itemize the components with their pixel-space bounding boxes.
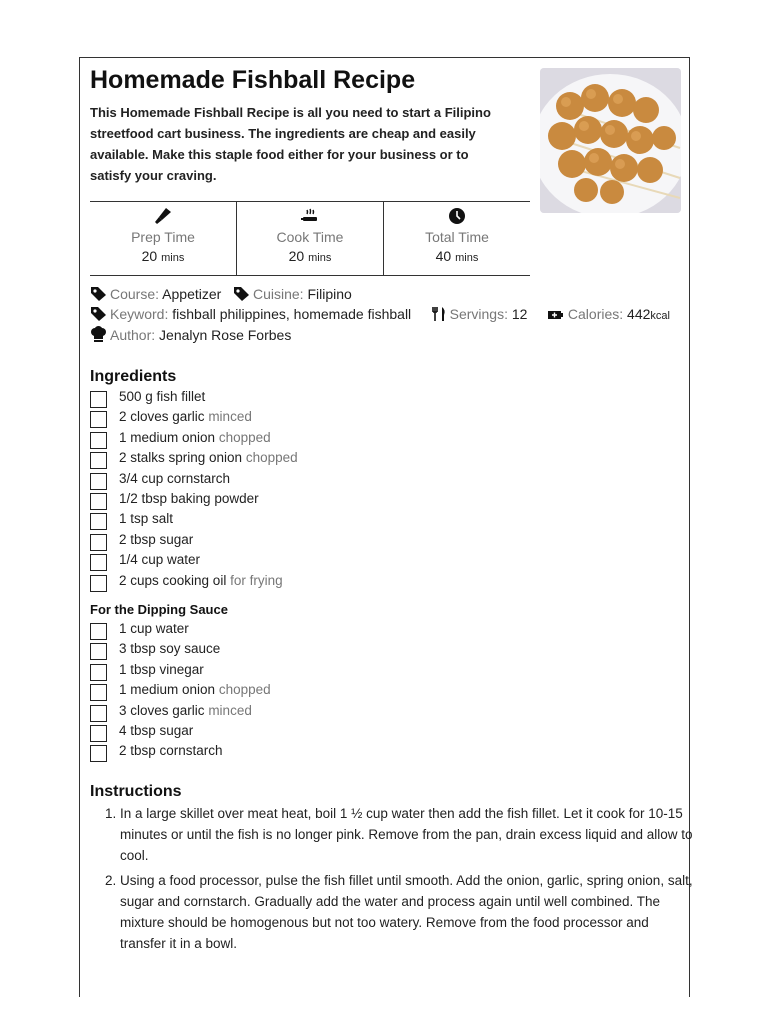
ingredient-name: 500 g fish fillet bbox=[119, 389, 206, 404]
cook-time-value: 20 mins bbox=[288, 248, 332, 264]
ingredient-name: 1 tsp salt bbox=[119, 511, 174, 527]
ingredient-text bbox=[119, 571, 283, 591]
ingredient-text bbox=[119, 619, 189, 639]
ingredient-name: 2 tbsp cornstarch bbox=[119, 743, 223, 759]
total-time-value: 40 mins bbox=[435, 248, 479, 264]
meta-row-course bbox=[90, 284, 352, 304]
meta-row-keyword bbox=[90, 304, 670, 326]
total-time bbox=[383, 202, 530, 275]
ingredient-text bbox=[119, 469, 230, 489]
ingredient-text bbox=[119, 407, 252, 427]
course-value: Appetizer bbox=[162, 286, 222, 302]
ingredient-name: 1 medium onion bbox=[119, 682, 216, 698]
ingredient-name: 3 tbsp soy sauce bbox=[119, 641, 221, 657]
clock-icon bbox=[448, 207, 466, 225]
tag-icon bbox=[90, 306, 107, 322]
chef-hat-icon bbox=[90, 326, 107, 343]
instructions-list bbox=[90, 803, 695, 958]
tag-icon bbox=[233, 286, 250, 302]
ingredient-name: 2 stalks spring onion bbox=[119, 450, 243, 466]
ingredient-text bbox=[119, 660, 204, 680]
servings-value: 12 bbox=[511, 306, 528, 322]
prep-time-label: Prep Time bbox=[131, 229, 195, 245]
keyword-value: fishball philippines, homemade fishball bbox=[172, 306, 412, 322]
dipping-sauce-heading: For the Dipping Sauce bbox=[90, 602, 228, 617]
keyword-label: Keyword: bbox=[110, 306, 169, 322]
ingredient-checkbox[interactable] bbox=[90, 411, 107, 428]
ingredient-checkbox[interactable] bbox=[90, 745, 107, 762]
ingredient-name: 2 cloves garlic bbox=[119, 409, 205, 425]
ingredient-name: 2 cups cooking oil bbox=[119, 572, 227, 588]
instruction-step: 1. In a large skillet over meat heat, boil 1 ½ cup water then add the fish fillet. Let it cook for 10-15 minutes or until the fish is no longer pink. Remove from the pan, drain excess liquid and allow to cool. bbox=[120, 803, 695, 866]
tag-icon bbox=[90, 286, 107, 302]
ingredient-name: 3 cloves garlic bbox=[119, 702, 205, 718]
recipe-card bbox=[79, 57, 693, 997]
recipe-summary: This Homemade Fishball Recipe is all you need to start a Filipino streetfood cart business. The ingredients are cheap and easily available. Make this staple food either for your business or to satisfy your craving. bbox=[90, 105, 491, 183]
ingredient-text bbox=[119, 701, 252, 721]
ingredient-name: 1 medium onion bbox=[119, 429, 216, 445]
calories-value: 442 bbox=[627, 306, 651, 322]
ingredient-text bbox=[119, 509, 173, 529]
ingredient-text bbox=[119, 448, 298, 468]
cook-time bbox=[236, 202, 383, 275]
battery-icon bbox=[547, 308, 565, 322]
calories-unit: kcal bbox=[650, 310, 670, 322]
ingredient-name: 4 tbsp sugar bbox=[119, 722, 194, 738]
ingredient-text bbox=[119, 530, 193, 550]
ingredient-checkbox[interactable] bbox=[90, 513, 107, 530]
instructions-heading: Instructions bbox=[90, 783, 182, 800]
ingredient-checkbox[interactable] bbox=[90, 432, 107, 449]
ingredient-checkbox[interactable] bbox=[90, 554, 107, 571]
ingredient-checkbox[interactable] bbox=[90, 664, 107, 681]
ingredient-text bbox=[119, 387, 205, 407]
ingredient-checkbox[interactable] bbox=[90, 725, 107, 742]
prep-time bbox=[90, 202, 236, 275]
ingredient-name: 1/2 tbsp baking powder bbox=[119, 490, 259, 506]
ingredient-checkbox[interactable] bbox=[90, 452, 107, 469]
ingredient-name: 1 cup water bbox=[119, 621, 189, 636]
ingredient-name: 3/4 cup cornstarch bbox=[119, 470, 231, 486]
ingredient-checkbox[interactable] bbox=[90, 684, 107, 701]
recipe-title: Homemade Fishball Recipe bbox=[90, 66, 416, 94]
ingredient-text bbox=[119, 680, 271, 700]
ingredient-text bbox=[119, 489, 259, 509]
ingredient-name: 1 tbsp vinegar bbox=[119, 661, 204, 677]
calories-label: Calories: bbox=[567, 306, 624, 322]
ingredient-checkbox[interactable] bbox=[90, 705, 107, 722]
author-label: Author: bbox=[110, 327, 156, 343]
cook-time-label: Cook Time bbox=[276, 229, 344, 245]
ingredients-heading: Ingredients bbox=[90, 368, 177, 385]
ingredient-text bbox=[119, 721, 193, 741]
recipe-photo bbox=[540, 68, 681, 213]
ingredient-name: 1/4 cup water bbox=[119, 552, 201, 568]
ingredient-note: minced bbox=[208, 409, 252, 425]
ingredient-checkbox[interactable] bbox=[90, 473, 107, 490]
ingredient-checkbox[interactable] bbox=[90, 391, 107, 408]
ingredient-checkbox[interactable] bbox=[90, 575, 107, 592]
ingredient-text bbox=[119, 550, 200, 570]
course-label: Course: bbox=[110, 286, 160, 302]
ingredient-checkbox[interactable] bbox=[90, 534, 107, 551]
ingredient-text bbox=[119, 639, 220, 659]
ingredient-note: chopped bbox=[218, 682, 271, 698]
recipe-times bbox=[90, 201, 530, 276]
instruction-step: 2. Using a food processor, pulse the fish fillet until smooth. Add the onion, garlic, spring onion, salt, sugar and cornstarch. Gradually add the water and process again until well combined. The mixture should be homogenous but not too watery. Remove from the food processor and transfer it in a bowl. bbox=[120, 870, 695, 954]
pan-icon bbox=[301, 207, 319, 225]
cuisine-label: Cuisine: bbox=[252, 286, 304, 302]
total-time-label: Total Time bbox=[425, 229, 489, 245]
ingredient-text bbox=[119, 741, 223, 761]
ingredient-checkbox[interactable] bbox=[90, 643, 107, 660]
fork-knife-icon bbox=[431, 306, 447, 322]
prep-time-value: 20 mins bbox=[141, 248, 185, 264]
knife-icon bbox=[154, 207, 172, 225]
cuisine-value: Filipino bbox=[307, 286, 352, 302]
ingredient-text bbox=[119, 428, 271, 448]
author-value: Jenalyn Rose Forbes bbox=[159, 327, 292, 343]
ingredient-note: for frying bbox=[230, 572, 283, 588]
ingredient-note: minced bbox=[208, 702, 252, 718]
ingredient-checkbox[interactable] bbox=[90, 493, 107, 510]
ingredient-note: chopped bbox=[245, 450, 298, 466]
meta-row-author bbox=[90, 325, 291, 345]
servings-label: Servings: bbox=[449, 306, 508, 322]
ingredient-name: 2 tbsp sugar bbox=[119, 531, 194, 547]
ingredient-checkbox[interactable] bbox=[90, 623, 107, 640]
ingredient-note: chopped bbox=[218, 429, 271, 445]
